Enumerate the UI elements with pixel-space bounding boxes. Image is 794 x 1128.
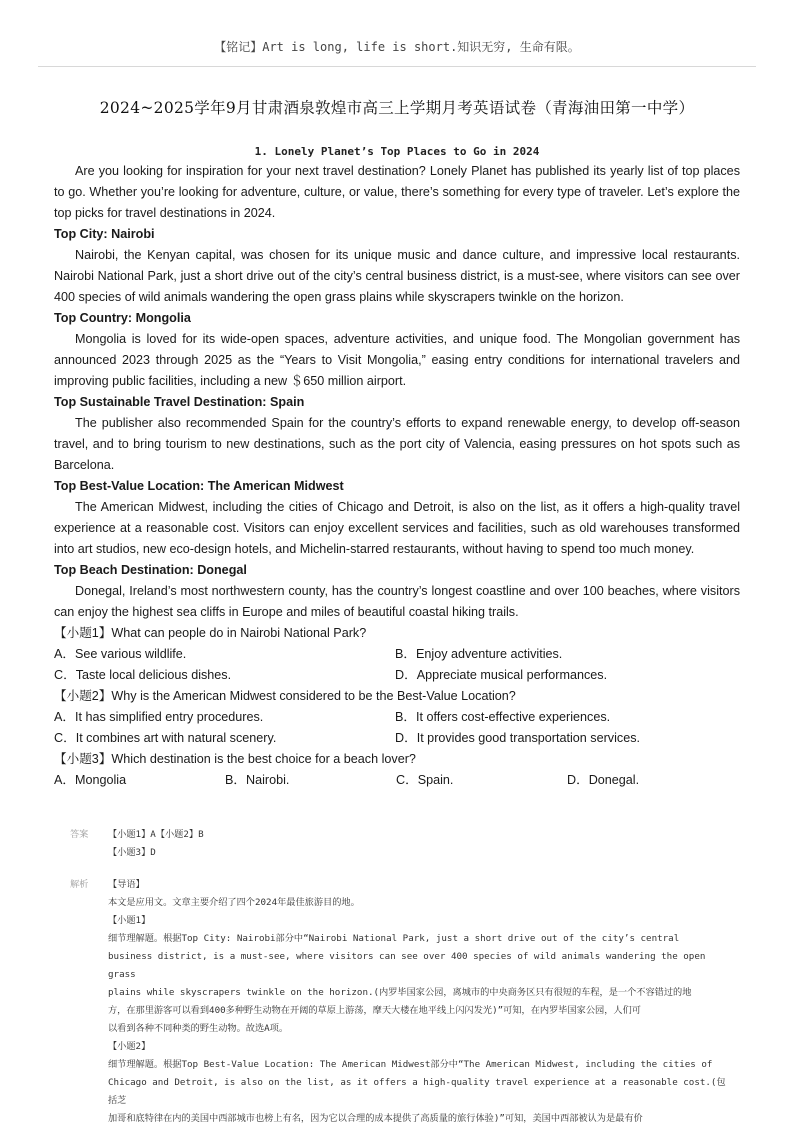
section-heading: Top Country: Mongolia — [54, 311, 191, 325]
option-b[interactable]: B．Enjoy adventure activities. — [395, 647, 563, 661]
answer-analysis-block — [70, 826, 730, 1128]
analysis-line: Chicago and Detroit, is also on the list, as it offers a high-quality travel experience at a reasonable cost.(包括芝 — [108, 1077, 726, 1106]
option-d[interactable]: D．Donegal. — [567, 773, 640, 787]
section-text: The publisher also recommended Spain for the country’s efforts to expand renewable energy, to develop off-season travel, and to bring tourism to new destinations, such as the port city of Valencia, easing pressures on hot spots such as Barcelona. — [54, 416, 740, 472]
analysis-line: plains while skyscrapers twinkle on the horizon.(内罗毕国家公园，离城市的中央商务区只有很短的车程，是一个不容错过的地 — [108, 987, 692, 998]
reading-passage — [54, 161, 740, 791]
option-c[interactable]: C．Taste local delicious dishes. — [54, 668, 232, 682]
question-1-stem: 【小题1】What can people do in Nairobi National Park? — [54, 626, 367, 640]
option-b[interactable]: B．It offers cost-effective experiences. — [395, 710, 611, 724]
analysis-line: 细节理解题。根据Top City: Nairobi部分中“Nairobi National Park, just a short drive out of the city’s central — [108, 933, 680, 944]
analysis-line: 细节理解题。根据Top Best-Value Location: The American Midwest部分中“The American Midwest, including the cities of — [108, 1059, 713, 1070]
analysis-line: 加哥和底特律在内的美国中西部城市也榜上有名，因为它以合理的成本提供了高质量的旅行体验)”可知，美国中西部被认为是最有价 — [108, 1113, 643, 1124]
question-2-stem: 【小题2】Why is the American Midwest considered to be the Best-Value Location? — [54, 689, 516, 703]
section-heading: Top Beach Destination: Donegal — [54, 563, 247, 577]
option-b[interactable]: B．Nairobi. — [225, 773, 290, 787]
answer-label: 答案 — [70, 829, 89, 840]
question-3-stem: 【小题3】Which destination is the best choice for a beach lover? — [54, 752, 416, 766]
option-c[interactable]: C．Spain. — [396, 773, 454, 787]
section-heading: Top Best-Value Location: The American Midwest — [54, 479, 344, 493]
analysis-line: 【小题2】 — [108, 1041, 151, 1052]
header-motto: 【铭记】Art is long, life is short.知识无穷, 生命有限。 — [214, 40, 580, 54]
section-heading: Top City: Nairobi — [54, 227, 155, 241]
question-title: 1. Lonely Planet’s Top Places to Go in 2024 — [254, 145, 540, 158]
passage-intro: Are you looking for inspiration for your next travel destination? Lonely Planet has published its yearly list of top places to go. Whether you’re looking for adventure, culture, or value, there’s something for every type of traveler. Let’s explore the top picks for travel destinations in 2024. — [54, 164, 740, 220]
option-a[interactable]: A．It has simplified entry procedures. — [54, 710, 264, 724]
option-a[interactable]: A．Mongolia — [54, 773, 127, 787]
analysis-line: business district, is a must-see, where visitors can see over 400 species of wild animals wandering the open grass — [108, 951, 706, 980]
analysis-line: 以看到各种不同种类的野生动物。故选A项。 — [108, 1023, 289, 1034]
analysis-label: 解析 — [70, 879, 89, 890]
header-divider — [38, 66, 756, 67]
analysis-line: 本文是应用文。文章主要介绍了四个2024年最佳旅游目的地。 — [108, 897, 360, 908]
option-c[interactable]: C．It combines art with natural scenery. — [54, 731, 277, 745]
question-2-options — [54, 707, 740, 749]
section-text: Donegal, Ireland’s most northwestern county, has the country’s longest coastline and over 100 beaches, where visitors can enjoy the highest sea cliffs in Europe and miles of beautiful coastal hiking trails. — [54, 584, 740, 619]
analysis-line: 【导语】 — [108, 879, 145, 890]
option-d[interactable]: D．Appreciate musical performances. — [395, 668, 608, 682]
section-heading: Top Sustainable Travel Destination: Spain — [54, 395, 305, 409]
option-d[interactable]: D．It provides good transportation services. — [395, 731, 640, 745]
section-text: Mongolia is loved for its wide-open spaces, adventure activities, and unique food. The Mongolian government has announced 2023 through 2025 as the “Years to Visit Mongolia,” easing entry conditions for international travelers and improving public facilities, including a new ＄650 million airport. — [54, 332, 740, 388]
answer-row — [70, 826, 730, 862]
answer-line: 【小题3】D — [108, 847, 156, 858]
analysis-row — [70, 876, 730, 1128]
option-a[interactable]: A．See various wildlife. — [54, 647, 187, 661]
section-text: Nairobi, the Kenyan capital, was chosen for its unique music and dance culture, and impressive local restaurants. Nairobi National Park, just a short drive out of the city’s central business district, is a must-see, where visitors can see over 400 species of wild animals wandering the open grass plains while skyscrapers twinkle on the horizon. — [54, 248, 740, 304]
question-3-options — [54, 770, 740, 791]
answer-line: 【小题1】A【小题2】B — [108, 829, 204, 840]
document-title: 2024~2025学年9月甘肃酒泉敦煌市高三上学期月考英语试卷（青海油田第一中学） — [99, 99, 695, 117]
question-1-options — [54, 644, 740, 686]
analysis-line: 方，在那里游客可以看到400多种野生动物在开阔的草原上游荡，摩天大楼在地平线上闪闪发光)”可知，在内罗毕国家公园，人们可 — [108, 1005, 641, 1016]
section-text: The American Midwest, including the cities of Chicago and Detroit, is also on the list, as it offers a high-quality travel experience at a reasonable cost. Visitors can enjoy excellent services and facilities, such as old warehouses transformed into art studios, new eco-design hotels, and Michelin-starred restaurants, without having to spend too much money. — [54, 500, 740, 556]
analysis-line: 【小题1】 — [108, 915, 151, 926]
